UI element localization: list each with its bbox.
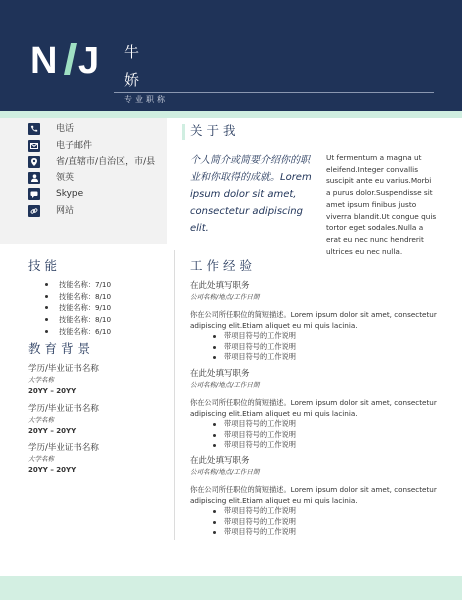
contact-email[interactable] [28,140,92,152]
job-title: 在此处填写职务 [190,281,250,291]
education-years: 20YY – 20YY [28,427,77,435]
skill-item: 技能名称：8/10 [45,314,111,326]
contact-website-label: 网站 [56,206,75,216]
monogram-first-letter: N [30,42,58,76]
contact-location[interactable] [28,156,155,168]
skill-item: 技能名称：8/10 [45,291,111,303]
job-duty: 带项目符号的工作说明 [190,352,438,363]
job-duties [190,506,438,538]
education-school: 大学名称 [28,416,54,424]
job-entry [190,369,438,451]
skill-item: 技能名称：9/10 [45,302,111,314]
skill-item: 技能名称：6/10 [45,326,111,338]
job-entry [190,281,438,363]
contact-linkedin-label: 领英 [56,173,75,183]
education-entry [28,443,168,476]
job-duties [190,331,438,363]
education-school: 大学名称 [28,455,54,463]
education-heading: 教育背景 [28,341,95,356]
contact-skype[interactable] [28,188,83,200]
education-entry [28,404,168,437]
person-icon [28,172,40,184]
contact-email-label: 电子邮件 [56,141,93,151]
experience-heading: 工作经验 [190,258,257,273]
job-company: 公司名称/地点/工作日期 [190,293,260,301]
skill-item: 技能名称：7/10 [45,279,111,291]
job-duty: 带项目符号的工作说明 [190,331,438,342]
chat-icon [28,188,40,200]
header-accent-strip [0,111,462,118]
about-side-text: Ut fermentum a magna ut eleifend.Integer convallis suscipit ante eu varius.Morbi a purus dolor.Suspendisse sit amet ipsum finibus justo viverra blandit.Ut congue quis tortor eget sodales.Nulla a erat eu nec nunc hendrerit ultrices eu nec nulla. [326,153,437,256]
about-accent-bar [182,124,185,140]
job-title: 在此处填写职务 [190,456,250,466]
job-duty: 带项目符号的工作说明 [190,419,438,430]
header-divider [114,92,434,93]
monogram-logo [30,42,100,76]
job-duty: 带项目符号的工作说明 [190,342,438,353]
contact-phone-label: 电话 [56,124,75,134]
education-entry [28,364,168,397]
link-icon [28,205,40,217]
contact-skype-label: Skype [56,189,84,199]
job-entry [190,456,438,538]
contact-phone[interactable] [28,123,74,135]
about-intro: 个人简介或简要介绍你的职业和你取得的成就。Lorem ipsum dolor sit amet, consectetur adipiscing elit. [190,155,312,234]
professional-title: 专业职称 [124,95,168,104]
contact-website[interactable] [28,205,74,217]
skills-heading: 技能 [28,258,62,273]
job-description: 你在公司所任职位的简短描述。Lorem ipsum dolor sit amet, consectetur adipiscing elit.Etiam aliquet eu mi quis lacinia. [190,310,437,330]
name-first-line: 牛 [124,43,140,61]
education-degree: 学历/毕业证书名称 [28,404,99,414]
location-pin-icon [28,156,40,168]
job-company: 公司名称/地点/工作日期 [190,468,260,476]
job-duty: 带项目符号的工作说明 [190,517,438,528]
education-degree: 学历/毕业证书名称 [28,364,99,374]
phone-icon [28,123,40,135]
about-heading: 关于我 [190,123,240,138]
job-duty: 带项目符号的工作说明 [190,506,438,517]
monogram-second-letter: J [78,42,100,76]
job-description: 你在公司所任职位的简短描述。Lorem ipsum dolor sit amet, consectetur adipiscing elit.Etiam aliquet eu mi quis lacinia. [190,398,437,418]
job-title: 在此处填写职务 [190,369,250,379]
column-divider [174,250,175,540]
job-company: 公司名称/地点/工作日期 [190,381,260,389]
contact-location-label: 省/直辖市/自治区，市/县 [56,157,156,167]
education-years: 20YY – 20YY [28,387,77,395]
education-degree: 学历/毕业证书名称 [28,443,99,453]
name-second-line: 娇 [124,71,140,89]
job-duties [190,419,438,451]
contact-linkedin[interactable] [28,172,74,184]
contact-panel [0,118,167,244]
job-duty: 带项目符号的工作说明 [190,430,438,441]
monogram-slash [64,43,77,75]
footer-band [0,576,462,600]
email-icon [28,140,40,152]
skills-list [45,279,111,338]
resume-header [0,0,462,111]
education-school: 大学名称 [28,376,54,384]
education-years: 20YY – 20YY [28,466,77,474]
job-description: 你在公司所任职位的简短描述。Lorem ipsum dolor sit amet, consectetur adipiscing elit.Etiam aliquet eu mi quis lacinia. [190,485,437,505]
job-duty: 带项目符号的工作说明 [190,527,438,538]
job-duty: 带项目符号的工作说明 [190,440,438,451]
